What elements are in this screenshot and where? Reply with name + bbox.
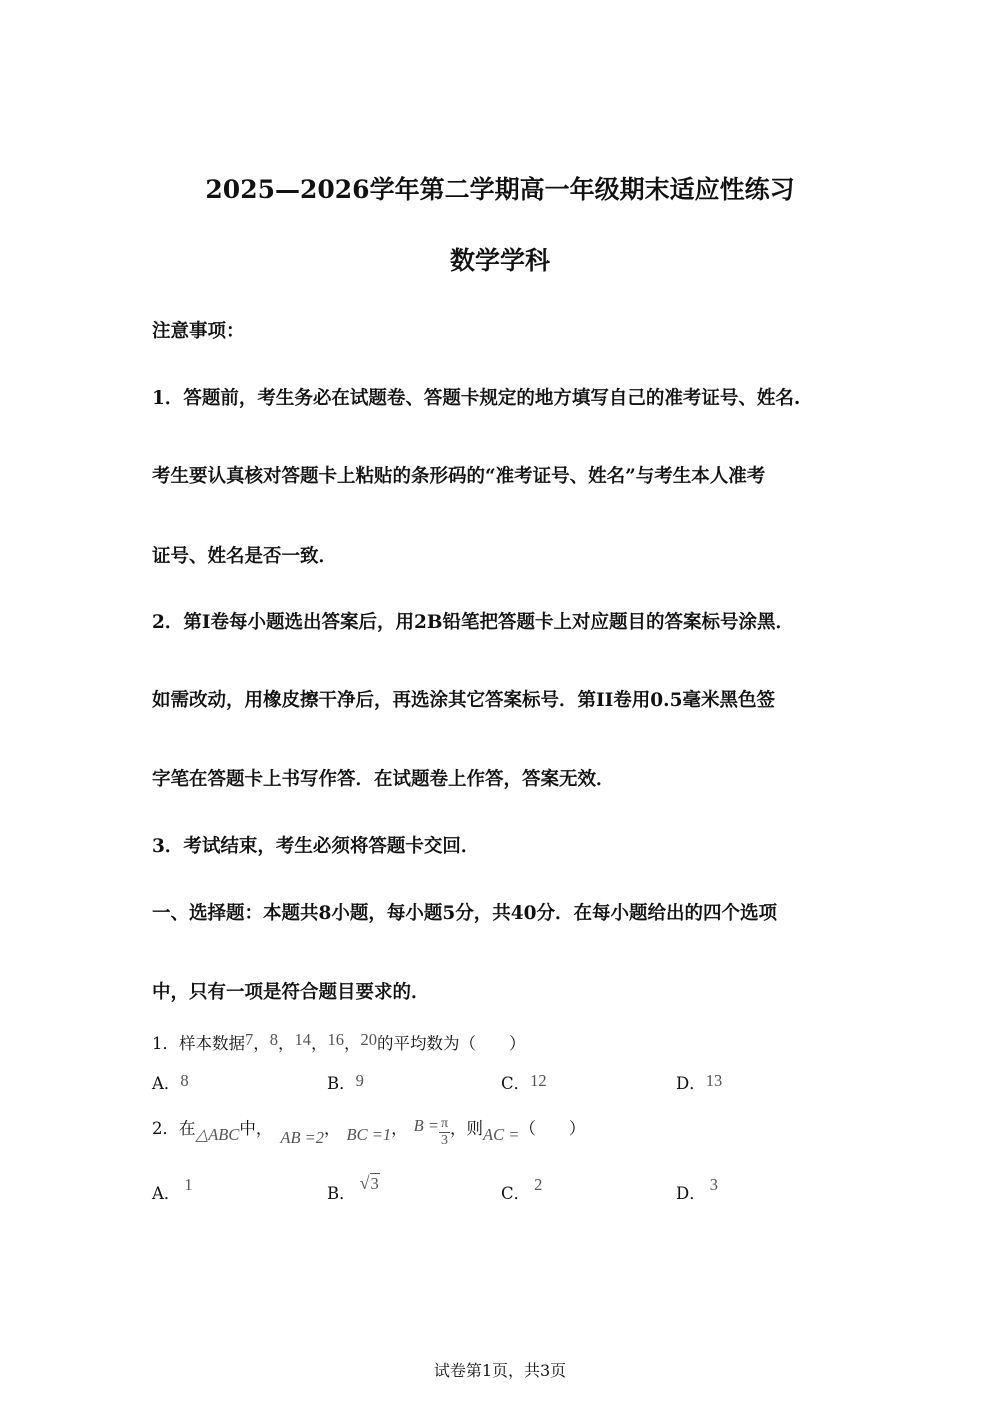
- fraction-numerator: π: [440, 1116, 449, 1131]
- question-1: [152, 1030, 526, 1054]
- notes-line: 1．答题前，考生务必在试题卷、答题卡规定的地方填写自己的准考证号、姓名.: [152, 388, 801, 409]
- q2-comma: ，: [324, 1119, 341, 1138]
- q1-option-a: [152, 1070, 189, 1094]
- q2-paren: （ ）: [519, 1119, 586, 1138]
- q1-value: 7: [245, 1030, 254, 1049]
- q2-option-d: [676, 1175, 718, 1204]
- q2-option-c: [501, 1175, 543, 1204]
- option-value: 2: [534, 1175, 543, 1194]
- q2-mid: 中，: [239, 1119, 273, 1138]
- option-label: A．: [152, 1074, 181, 1093]
- q1-value: 16: [327, 1030, 344, 1049]
- q1-value: 20: [360, 1030, 377, 1049]
- notes-line: 字笔在答题卡上书写作答．在试题卷上作答，答案无效．: [152, 769, 615, 790]
- q1-sep: ，: [278, 1034, 295, 1053]
- q2-b-lhs: B =: [413, 1116, 439, 1135]
- subject-title: 数学学科: [449, 246, 550, 275]
- q2-triangle: △ABC: [195, 1125, 240, 1144]
- q2-ab: AB =2: [280, 1128, 325, 1147]
- option-label: C．: [501, 1074, 531, 1093]
- option-value: 12: [530, 1071, 547, 1090]
- q2-ac: AC =: [483, 1125, 520, 1144]
- question-2: [152, 1114, 586, 1148]
- option-value: 13: [705, 1071, 723, 1090]
- q2-option-b: [327, 1173, 380, 1204]
- q1-prefix: 1．样本数据: [152, 1034, 245, 1053]
- option-label: C．: [501, 1184, 531, 1203]
- sqrt-symbol: √3: [359, 1173, 379, 1193]
- page-footer: 试卷第1页，共3页: [433, 1361, 567, 1380]
- option-label: D．: [676, 1074, 706, 1093]
- section-heading: 中，只有一项是符合题目要求的．: [152, 982, 430, 1003]
- q1-sep: ，: [311, 1034, 328, 1053]
- q1-option-c: [501, 1070, 547, 1094]
- section-heading: 一、选择题：本题共8小题，每小题5分，共40分．在每小题给出的四个选项: [152, 903, 777, 924]
- q1-option-d: [676, 1070, 722, 1094]
- option-value: 8: [180, 1071, 189, 1090]
- notes-heading: 注意事项：: [152, 321, 245, 342]
- q1-option-b: [327, 1070, 364, 1094]
- option-label: D．: [676, 1184, 706, 1203]
- q2-pi-over-3: [439, 1117, 450, 1148]
- option-label: A．: [152, 1184, 181, 1203]
- q2-then: ，则: [450, 1119, 484, 1138]
- q2-comma: ，: [391, 1119, 408, 1138]
- exam-title: 2025—2026学年第二学期高一年级期末适应性练习: [205, 175, 795, 204]
- option-value: 1: [184, 1175, 193, 1194]
- notes-line: 2．第I卷每小题选出答案后，用2B铅笔把答题卡上对应题目的答案标号涂黑．: [152, 612, 795, 633]
- option-value: 3: [709, 1175, 718, 1194]
- notes-line: 3．考试结束，考生必须将答题卡交回．: [152, 836, 480, 857]
- q2-bc: BC =1: [346, 1125, 392, 1144]
- option-label: B．: [327, 1184, 356, 1203]
- q1-suffix: 的平均数为（ ）: [377, 1034, 526, 1053]
- option-label: B．: [327, 1074, 356, 1093]
- q1-sep: ，: [344, 1034, 361, 1053]
- notes-line: 考生要认真核对答题卡上粘贴的条形码的“准考证号、姓名”与考生本人准考: [152, 466, 766, 487]
- fraction-denominator: 3: [441, 1133, 448, 1148]
- option-value: 3: [370, 1174, 379, 1193]
- q2-option-a: [152, 1175, 193, 1204]
- q2-prefix: 2．在: [152, 1119, 196, 1138]
- notes-line: 证号、姓名是否一致．: [152, 546, 338, 567]
- q1-value: 14: [294, 1030, 311, 1049]
- q1-value: 8: [269, 1030, 278, 1049]
- q1-sep: ，: [253, 1034, 270, 1053]
- option-value: 9: [355, 1071, 364, 1090]
- notes-line: 如需改动，用橡皮擦干净后，再选涂其它答案标号．第II卷用0.5毫米黑色签: [152, 690, 775, 711]
